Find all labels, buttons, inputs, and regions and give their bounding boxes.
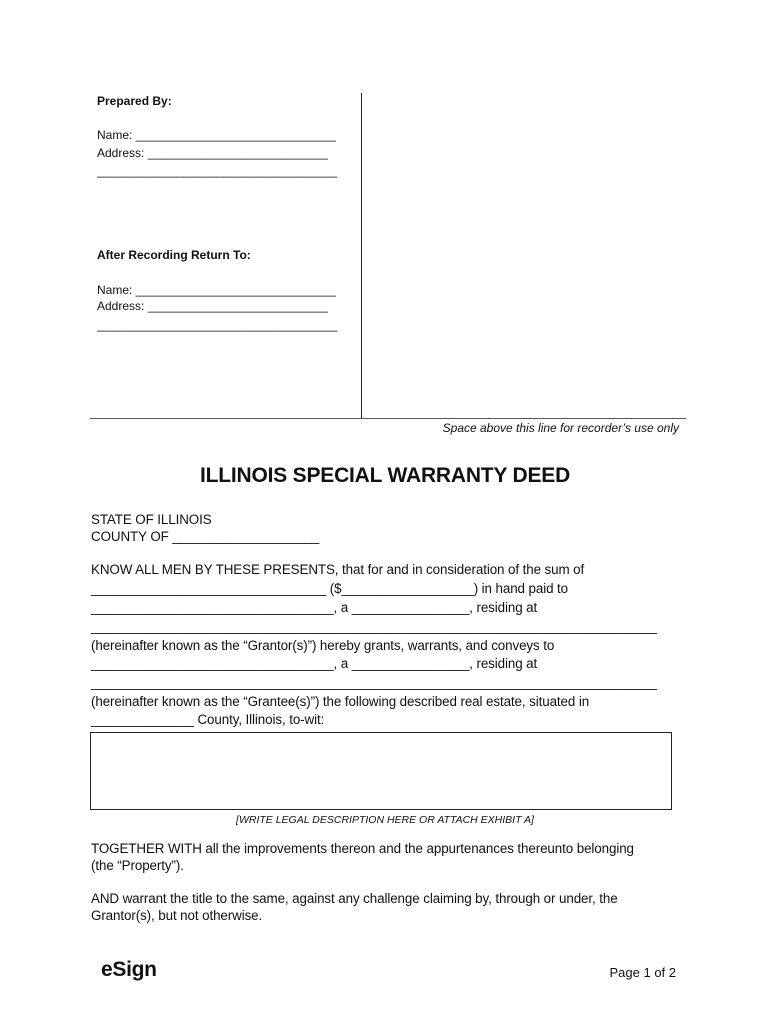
esign-logo: eSign xyxy=(101,958,157,981)
legal-description-note: [WRITE LEGAL DESCRIPTION HERE OR ATTACH EXHIBIT A] xyxy=(236,814,534,826)
return-to-name-line[interactable]: Name: ______________________________ xyxy=(97,283,336,297)
recorder-vertical-divider xyxy=(361,93,362,418)
body-line-9[interactable]: ______________ County, Illinois, to-wit: xyxy=(91,712,325,727)
body-line-8: (hereinafter known as the “Grantee(s)”) the following described real estate, situated in xyxy=(91,694,590,709)
together-line-2: (the “Property”). xyxy=(91,858,184,873)
legal-description-box[interactable] xyxy=(90,732,672,810)
prepared-by-name-line[interactable]: Name: ______________________________ xyxy=(97,128,336,142)
body-line-3[interactable]: _________________________________, a ________________, residing at xyxy=(91,600,538,615)
body-line-5: (hereinafter known as the “Grantor(s)”) hereby grants, warrants, and conveys to xyxy=(91,638,555,653)
county-line[interactable]: COUNTY OF ____________________ xyxy=(91,529,320,544)
together-line-1: TOGETHER WITH all the improvements thereon and the appurtenances thereunto belonging xyxy=(91,841,634,856)
page-number: Page 1 of 2 xyxy=(609,965,676,980)
body-line-4[interactable]: _____________________________________________________________________________ xyxy=(91,619,657,634)
state-line: STATE OF ILLINOIS xyxy=(91,512,212,527)
recorder-use-note: Space above this line for recorder’s use only xyxy=(442,421,679,435)
prepared-by-extra-line[interactable]: ____________________________________ xyxy=(97,164,338,178)
prepared-by-address-line[interactable]: Address: ___________________________ xyxy=(97,146,328,160)
recorder-horizontal-divider xyxy=(90,418,686,419)
return-to-heading: After Recording Return To: xyxy=(97,248,251,262)
body-line-7[interactable]: _____________________________________________________________________________ xyxy=(91,675,657,690)
warrant-line-2: Grantor(s), but not otherwise. xyxy=(91,908,263,923)
body-line-6[interactable]: _________________________________, a ________________, residing at xyxy=(91,656,538,671)
document-title: ILLINOIS SPECIAL WARRANTY DEED xyxy=(199,464,571,487)
body-line-2[interactable]: ________________________________ ($__________________) in hand paid to xyxy=(91,581,569,596)
prepared-by-heading: Prepared By: xyxy=(97,94,172,108)
return-to-address-line[interactable]: Address: ___________________________ xyxy=(97,299,328,313)
body-line-1: KNOW ALL MEN BY THESE PRESENTS, that for and in consideration of the sum of xyxy=(91,562,585,577)
warrant-line-1: AND warrant the title to the same, against any challenge claiming by, through or under, the xyxy=(91,891,618,906)
return-to-extra-line[interactable]: ____________________________________ xyxy=(97,318,338,332)
